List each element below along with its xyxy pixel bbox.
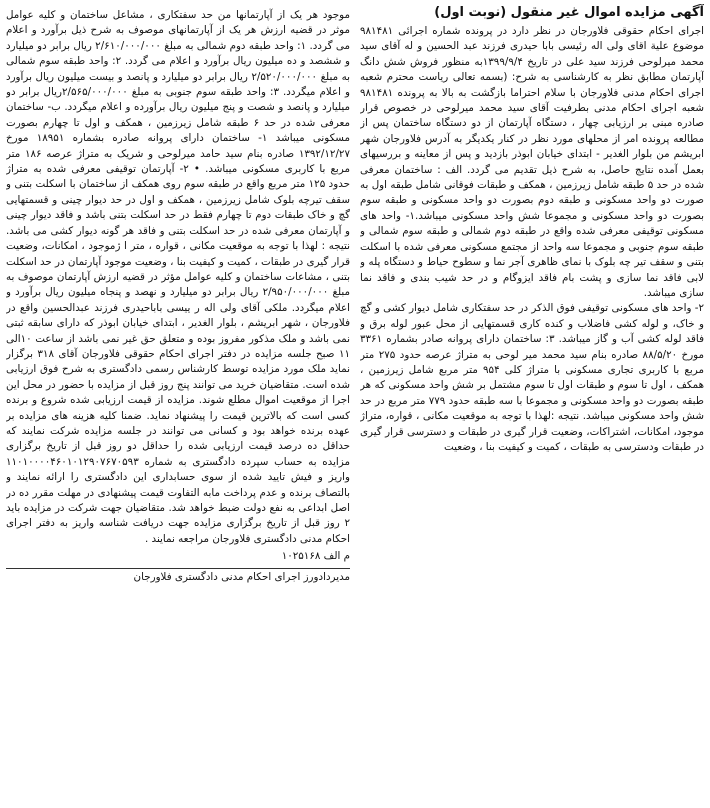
left-column xyxy=(6,4,350,774)
right-paragraph-1: اجرای احکام حقوقی فلاورجان در نظر دارد در پرونده شماره اجرائی ۹۸۱۴۸۱ موضوع علیة اقای ولی اله رئیسی بابا حیدری فرزند عبد الحسین و له آقای سید محمد میرلوحی فرزند سید علی در تاریخ ۱۳۹۹/۹/۴به منظور فروش شش دانگ آپارتمان مطابق نظر به کارشناسی به شرح: (بسمه تعالی ریاست محترم شعبه اجرای احکام مدنی فلاورجان با سلام احتراما بازگشت به بالا به پرونده ۹۸۱۴۸۱ شعبه اجرای احکام مدنی بطرفیت آقای سید محمد میرلوحی در خصوص قرار صادره مبنی بر ارزیابی چهار ، دستگاه آپارتمان از دو دستگاه ساختمان پس از مطالعه پرونده امر از محلهای مورد نظر در کنار یکدیگر به آدرس فلاورجان شهر ابریشم من بلوار الغدیر - ابتدای خیابان ابوذر بازدید و پس از معاینه و بررسیهای بعمل آمده نتایج حاصل، به شرح ذیل تقدیم می گردد. الف : ساختمان معرفی شده در حد ۵ طبقه شامل زیرزمین ، همکف و طبقات فوقانی شامل طبقه اول به صورت دو واحد مسکونی و طبقه دوم بصورت دو واحد مسکونی و طبقه سوم بصورت دو واحد مسکونی و مجموعا شش واحد مسکونی میباشد.۱- واحد های مسکونی توقیفی معرفی شده واقع در طبقه دوم شمالی و طبقه سوم شمالی و طبقه سوم جنوبی و مجموعا سه واحد از مجتمع مسکونی معرفی شده با اسکلت بتنی و سقف تیر چه بلوک با نمای ظاهری آجر نما و سطوح حیاط و دستگاه پله و لابی فاقد نما سازی و پشت بام فاقد ایزوگام و در حد شیب بندی و فاقد نما سازی میباشد. xyxy=(360,25,704,299)
notice-title: آگهی مزایده اموال غیر منقول (نوبت اول) xyxy=(434,5,704,20)
notice-code: م الف ۱۰۲۵۱۶۸ xyxy=(281,550,350,563)
right-column xyxy=(360,4,704,794)
notice-footer xyxy=(6,549,350,585)
notice-columns xyxy=(6,4,704,794)
left-paragraph-1: موجود هر یک از آپارتمانها من حد سفتکاری ، مشاعل ساختمان و کلیه عوامل موثر در قضیه ارزش هر یک از آپارتمانهای موصوف به شرح ذیل برآورد و اعلام می گردد. ۱: واحد طبقه دوم شمالی به مبلغ ۲/۶۱۰/۰۰۰/۰۰۰ ریال برابر دو میلیارد و ششصد و ده میلیون ریال برآورد و اعلام می گردد. ۲: واحد طبقه سوم شمالی به مبلغ ۲/۵۲۰/۰۰۰/۰۰۰ ریال برابر دو میلیارد و پانصد و بیست میلیون ریال برآورد و اعلام میگردد. ۳: واحد طبقه سوم جنوبی به مبلغ ۲/۵۶۵/۰۰۰/۰۰۰ریال برابر دو میلیارد و پانصد و شصت و پنج میلیون ریال برآورده و اعلام میگردد. ب- ساختمان معرفی شده در حد ۶ طبقه شامل زیرزمین ، همکف و اول تا چهارم بصورت مسکونی میباشد ۱- ساختمان دارای پروانه صادره بشماره ۱۸۹۵۱ مورخ ۱۳۹۲/۱۲/۲۷ صادره بنام سید حامد میرلوحی و شریک به متراژ عرصه ۱۸۶ متر مربع با کاربری مسکونی میباشد. • ۲- آپارتمان توقیفی معرفی شده به متراژ حدود ۱۲۵ متر مربع واقع در طبقه سوم روی همکف از ساختمان با اسکلت بتنی و سقف تیرچه بلوک شامل زیرزمین ، همکف و اول در حد دیوار چینی و قسمتهایی گچ و خاک طبقات دوم تا چهارم فقط در حد اسکلت بتنی باشد و فاقد دیوار چینی و آپارتمان معرفی شده در حد اسکلت بتنی و فاقد هر گونه دیوار کشی می باشد. نتیجه : لهذا با توجه به موقعیت مکانی ، قواره ، متر ا ژموجود ، امکانات، وضعیت قرار گیری در طبقات ، کمیت و کیفیت بنا ، وضعیت موجود آپارتمان در حد اسکلت بتنی ، مشاعات ساختمان و کلیه عوامل مؤثر در قضیه ارزش آپارتمان موصوف به مبلغ ۲/۹۵۰/۰۰۰/۰۰۰ ریال برابر دو میلیارد و نهصد و پنجاه میلیون ریال برآورد و اعلام میگردد. ملکی آقای ولی اله ر ییسی باباحیدری فرزند عبدالحسین واقع در فلاورجان ، شهر ابریشم ، بلوار الغدیر ، ابتدای خیابان ابوذر که دارای سابقه ثبتی نمی باشد و ملک مذکور مفروز بوده و متعلق حق غیر نمی باشد از ساعت ۱۰الی ۱۱ صبح جلسه مزایده در دفتر اجرای احکام حقوقی فلاورجان آقای ۳۱۸ برگزار نماید ملک مورد مزایده توسط کارشناس رسمی دادگستری به شرح فوق ارزیابی شده است. متقاضیان خرید می توانند پنج روز قبل از مزایده با حضور در محل این اجرا از موقعیت اموال مطلع شوند. مزایده از قیمت ارزیابی شده شروع و برنده کسی است که بالاترین قیمت را پیشنهاد نماید. ضمنا کلیه هزینه های مزایده بر عهده برنده خواهد بود و کسانی می توانند در جلسه مزایده شرکت نمایند که حداقل ده درصد قیمت ارزیابی شده را حداقل دو روز قبل از تاریخ برگزاری مزایده به حساب سپرده دادگستری به شماره ۱۱۰۱۰۰۰۰۴۶۰۱۰۱۲۹۰۷۶۷۰۵۹۳ واریز و فیش تایید شده از سوی حسابداری این دادگستری را ارائه نمایند و بالتصاف برنده و عدم پرداخت مابه التفاوت قیمت پیشنهادی در مهلت مقرر ده در اصل ابداعی به نفع دولت ضبط خواهد شد. متقاضیان جهت شرکت در مزایده باید ۲ روز قبل از تاریخ برگزاری مزایده جهت دریافت شناسه واریز به دفتر اجرای احکام مدنی دادگستری فلاورجان مراجعه نمایند . xyxy=(6,9,350,545)
signature-line: مدیردادورز اجرای احکام مدنی دادگستری فلاورجان xyxy=(6,568,350,585)
right-paragraph-2: ۲- واحد های مسکونی توقیفی فوق الذکر در حد سفتکاری شامل دیوار کشی و گچ و خاک، و لوله کشی فاضلاب و کنده کاری قسمتهایی از محل عبور لوله برق و فاقد لوله کشی آب و گاز میباشد. ۳: ساختمان دارای پروانه صادر بشماره ۳۳۶۱ مورخ ۸۸/۵/۲۰ صادره بنام سید محمد میر لوحی به متراژ عرصه حدود ۲۷۵ متر مربع با کاربری تجاری مسکونی با متراژ کلی ۹۵۴ متر مربع شامل زیرزمین ، همکف ، اول تا سوم و طبقات اول تا سوم مشتمل بر شش واحد مسکونی که هر طبقه بصورت دو واحد مسکونی و مجموعا با سه طبقه حدود ۷۷۹ متر مربع در حد شش واحد مسکونی میباشد. نتیجه :لهذا با توجه به موقعیت مکانی ، قواره، متراژ موجود، امکانات، اشتراکات، وضعیت قرار گیری در طبقات و دسترسی قرار گیری در طبقات ودسترسی به طبقات ، کمیت و کیفیت بنا ، وضعیت xyxy=(360,302,704,453)
